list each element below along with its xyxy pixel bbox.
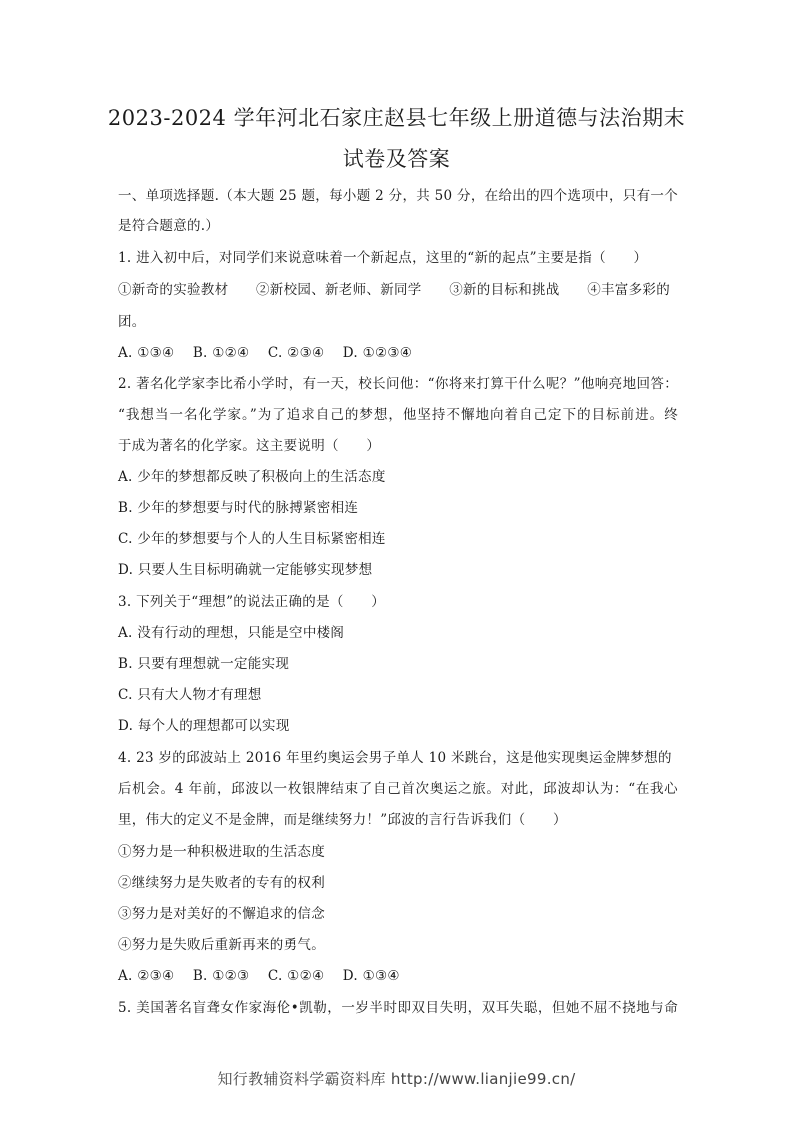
question-4-item-1: ①努力是一种积极进取的生活态度	[118, 844, 325, 860]
question-5-stem: 5. 美国著名盲聋女作家海伦•凯勒，一岁半时即双目失明，双耳失聪，但她不屈不挠地与命	[118, 1000, 678, 1016]
footer-watermark: 知行教辅资料学霸资料库 http://www.lianjie99.cn/	[217, 1070, 576, 1088]
question-1-choices: A. ①③④ B. ①②④ C. ②③④ D. ①②③④	[118, 345, 413, 361]
question-3-stem: 3. 下列关于“理想”的说法正确的是（ ）	[118, 594, 386, 610]
section-heading-continued: 是符合题意的.）	[118, 218, 220, 234]
question-4-stem-continued: 后机会。4 年前，邱波以一枚银牌结束了自己首次奥运之旅。对此，邱波却认为：“在我心	[118, 781, 678, 797]
document-title-continued: 试卷及答案	[342, 147, 451, 171]
question-3-option-a: A. 没有行动的理想，只能是空中楼阁	[118, 625, 345, 641]
question-4-item-4: ④努力是失败后重新再来的勇气。	[118, 937, 325, 953]
question-3-option-c: C. 只有大人物才有理想	[118, 687, 262, 703]
question-3-option-b: B. 只要有理想就一定能实现	[118, 656, 290, 672]
question-2-stem: 2. 著名化学家李比希小学时，有一天，校长问他：“你将来打算干什么呢？”他响亮地回答：	[118, 376, 678, 392]
question-2-option-d: D. 只要人生目标明确就一定能够实现梦想	[118, 562, 373, 578]
question-1-stem: 1. 进入初中后，对同学们来说意味着一个新起点，这里的“新的起点”主要是指（ ）	[118, 250, 648, 266]
question-2-stem-end: 于成为著名的化学家。这主要说明（ ）	[118, 438, 381, 454]
question-4-item-3: ③努力是对美好的不懈追求的信念	[118, 906, 325, 922]
document-title: 2023-2024 学年河北石家庄赵县七年级上册道德与法治期末	[107, 106, 686, 130]
question-2-stem-continued: “我想当一名化学家。”为了追求自己的梦想，他坚持不懈地向着自己定下的目标前进。终	[118, 407, 678, 423]
question-1-options: ①新奇的实验教材 ②新校园、新老师、新同学 ③新的目标和挑战 ④丰富多彩的	[118, 282, 670, 298]
section-heading: 一、单项选择题.（本大题 25 题，每小题 2 分，共 50 分，在给出的四个选项中，只有一个	[118, 188, 678, 204]
question-4-stem: 4. 23 岁的邱波站上 2016 年里约奥运会男子单人 10 米跳台，这是他实现奥运金牌梦想的	[118, 750, 672, 766]
question-4-choices: A. ②③④ B. ①②③ C. ①②④ D. ①③④	[118, 968, 400, 984]
question-2-option-a: A. 少年的梦想都反映了积极向上的生活态度	[118, 469, 386, 485]
question-4-item-2: ②继续努力是失败者的专有的权利	[118, 875, 325, 891]
question-3-option-d: D. 每个人的理想都可以实现	[118, 718, 290, 734]
question-2-option-c: C. 少年的梦想要与个人的人生目标紧密相连	[118, 531, 386, 547]
question-1-options-continued: 团。	[118, 314, 146, 330]
question-2-option-b: B. 少年的梦想要与时代的脉搏紧密相连	[118, 500, 359, 516]
question-4-stem-end: 里，伟大的定义不是金牌，而是继续努力！”邱波的言行告诉我们（ ）	[118, 812, 567, 828]
